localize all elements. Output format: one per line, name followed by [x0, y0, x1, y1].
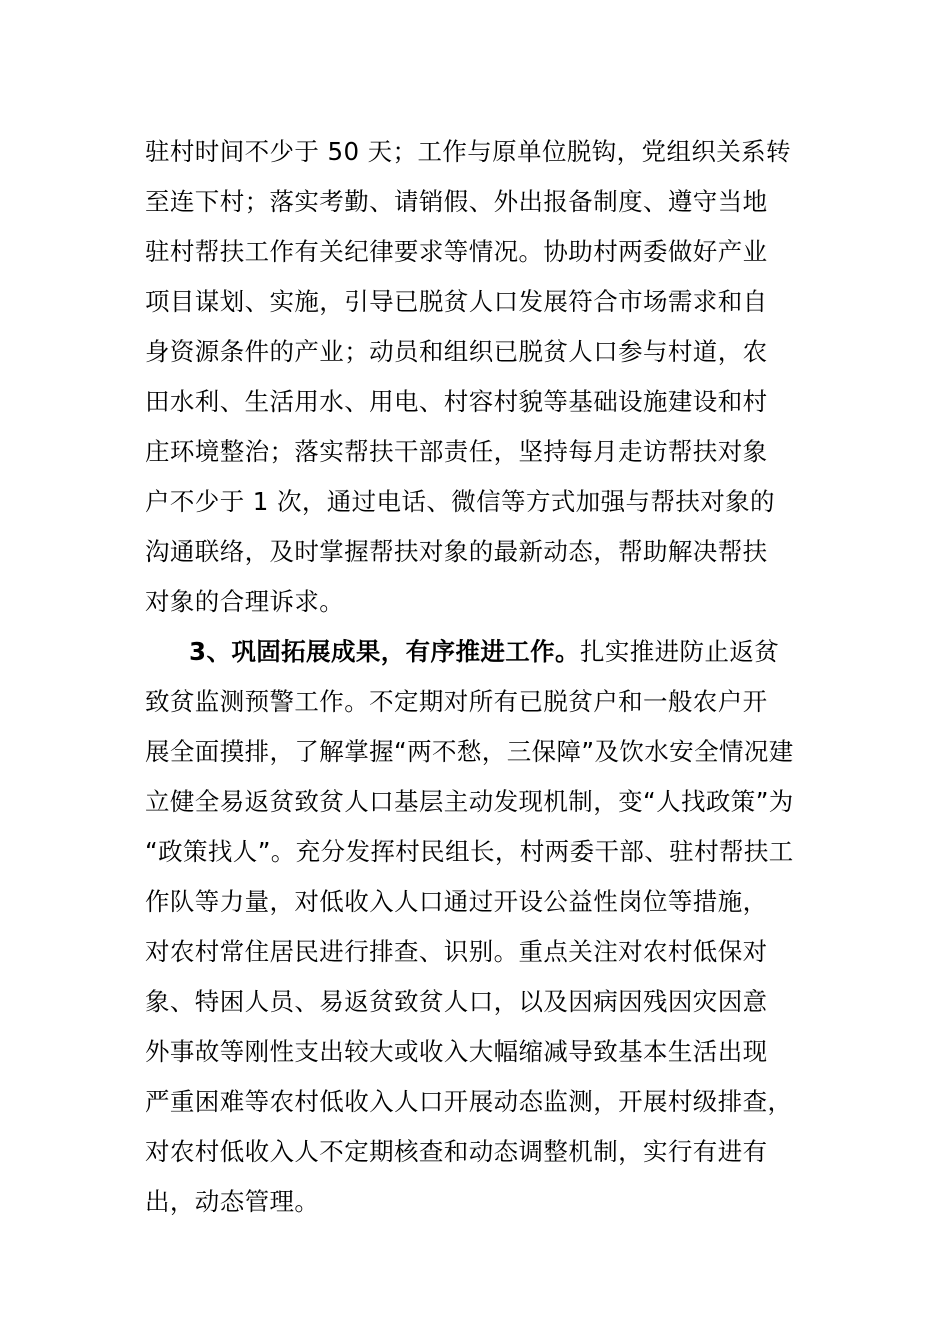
- paragraph-consolidate-results: [145, 627, 825, 1227]
- paragraph-first-line: [145, 627, 825, 677]
- paragraph-line: 身资源条件的产业；动员和组织已脱贫人口参与村道，农: [145, 337, 768, 366]
- paragraph-line: 外事故等刚性支出较大或收入大幅缩减导致基本生活出现: [145, 1037, 768, 1066]
- paragraph-line: 驻村帮扶工作有关纪律要求等情况。协助村两委做好产业: [145, 237, 768, 266]
- paragraph-line: 驻村时间不少于 50 天；工作与原单位脱钩，党组织关系转: [145, 137, 791, 166]
- paragraph-line: 对象的合理诉求。: [145, 587, 345, 616]
- paragraph-line: 立健全易返贫致贫人口基层主动发现机制，变“人找政策”为: [145, 787, 794, 816]
- paragraph-line: 致贫监测预警工作。不定期对所有已脱贫户和一般农户开: [145, 687, 768, 716]
- paragraph-line: “政策找人”。充分发挥村民组长，村两委干部、驻村帮扶工: [145, 837, 794, 866]
- paragraph-line: 对农村常住居民进行排查、识别。重点关注对农村低保对: [145, 937, 768, 966]
- paragraph-line: 田水利、生活用水、用电、村容村貌等基础设施建设和村: [145, 387, 768, 416]
- paragraph-line: 项目谋划、实施，引导已脱贫人口发展符合市场需求和自: [145, 287, 768, 316]
- paragraph-line: 户不少于 1 次，通过电话、微信等方式加强与帮扶对象的: [145, 487, 775, 516]
- paragraph-line: 对农村低收入人不定期核查和动态调整机制，实行有进有: [145, 1137, 768, 1166]
- paragraph-village-work: [145, 127, 825, 627]
- paragraph-line: 庄环境整治；落实帮扶干部责任，坚持每月走访帮扶对象: [145, 437, 768, 466]
- paragraph-line: 象、特困人员、易返贫致贫人口，以及因病因残因灾因意: [145, 987, 768, 1016]
- paragraph-line: 严重困难等农村低收入人口开展动态监测，开展村级排查，: [145, 1087, 793, 1116]
- heading-continuation: 扎实推进防止返贫: [579, 637, 780, 666]
- paragraph-line: 作队等力量，对低收入人口通过开设公益性岗位等措施，: [145, 887, 768, 916]
- paragraph-line: 出，动态管理。: [145, 1187, 320, 1216]
- paragraph-line: 展全面摸排，了解掌握“两不愁，三保障”及饮水安全情况建: [145, 737, 794, 766]
- paragraph-line: 至连下村；落实考勤、请销假、外出报备制度、遵守当地: [145, 187, 768, 216]
- section-heading: 3、巩固拓展成果，有序推进工作。: [189, 637, 580, 666]
- paragraph-line: 沟通联络，及时掌握帮扶对象的最新动态，帮助解决帮扶: [145, 537, 768, 566]
